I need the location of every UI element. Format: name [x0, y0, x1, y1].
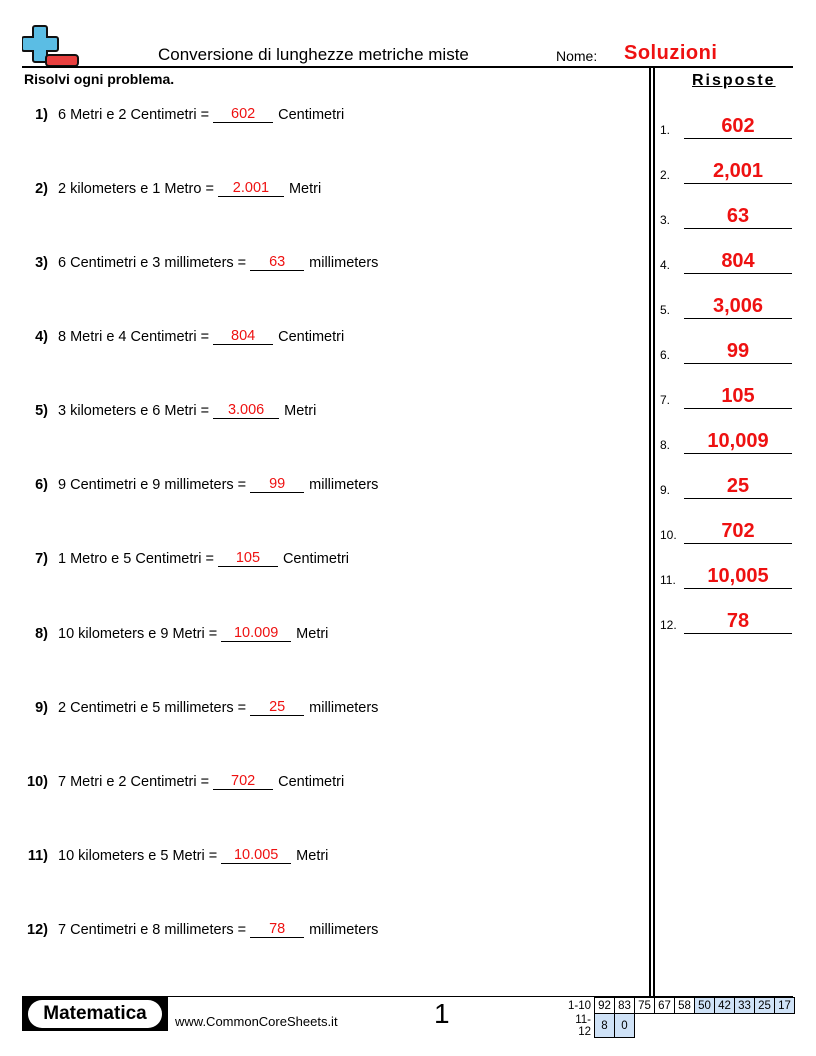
answer-blank[interactable]: 3.006	[213, 402, 279, 419]
answer-blank[interactable]: 25	[250, 699, 304, 716]
score-cell: 92	[595, 998, 615, 1014]
answer-key-line	[684, 543, 792, 544]
answer-key-value: 3,006	[712, 295, 764, 317]
score-cell: 33	[735, 998, 755, 1014]
problem-unit: Metri	[296, 848, 329, 864]
answer-key-line	[684, 633, 792, 634]
answer-blank[interactable]: 702	[213, 773, 273, 790]
name-value: Soluzioni	[624, 42, 718, 64]
answer-key-line	[684, 453, 792, 454]
answer-key-value: 702	[721, 520, 755, 542]
answer-blank[interactable]: 804	[213, 328, 273, 345]
column-divider	[653, 68, 655, 997]
problem-number: 11)	[27, 848, 48, 864]
problem-row	[0, 173, 321, 197]
score-table	[562, 997, 795, 1038]
worksheet-title: Conversione di lunghezze metriche miste	[158, 45, 469, 64]
instructions: Risolvi ogni problema.	[24, 71, 175, 87]
score-cell: 0	[615, 1014, 635, 1038]
answer-key-line	[684, 408, 792, 409]
column-divider	[649, 68, 651, 997]
answer-key-number: 1.	[660, 123, 671, 137]
problem-unit: millimeters	[309, 477, 379, 493]
answer-key-row	[660, 115, 792, 139]
answer-key-number: 11.	[660, 573, 676, 587]
answer-key-row	[660, 565, 792, 589]
answer-key-row	[660, 160, 792, 184]
answer-blank[interactable]: 78	[250, 921, 304, 938]
header-divider	[22, 66, 793, 68]
answer-key-row	[660, 520, 792, 544]
answer-key-value: 63	[726, 205, 750, 227]
answer-key-title: Risposte	[692, 72, 776, 89]
score-row	[562, 998, 795, 1014]
problem-row	[0, 692, 378, 716]
answer-key-number: 4.	[660, 258, 671, 272]
answer-key-row	[660, 250, 792, 274]
problem-row	[0, 321, 344, 345]
score-cell: 25	[755, 998, 775, 1014]
answer-key-row	[660, 295, 792, 319]
problem-unit: Metri	[284, 403, 317, 419]
answer-key-value: 25	[726, 475, 750, 497]
answer-key-value: 78	[726, 610, 750, 632]
problem-number: 6)	[35, 477, 48, 493]
answer-key-row	[660, 205, 792, 229]
answer-key-number: 7.	[660, 393, 671, 407]
answer-blank[interactable]: 10.009	[221, 625, 291, 642]
problem-row	[0, 543, 349, 567]
problem-row	[0, 395, 316, 419]
answer-blank[interactable]: 63	[250, 254, 304, 271]
answer-blank[interactable]: 10.005	[221, 847, 291, 864]
answer-blank[interactable]: 99	[250, 476, 304, 493]
answer-key-number: 12.	[660, 618, 677, 632]
answer-key-line	[684, 363, 792, 364]
problem-text: 10 kilometers e 5 Metri =	[58, 848, 218, 864]
answer-key-row	[660, 430, 792, 454]
problem-text: 2 Centimetri e 5 millimeters =	[58, 700, 247, 716]
answer-key-value: 99	[726, 340, 750, 362]
answer-key-row	[660, 385, 792, 409]
problem-text: 2 kilometers e 1 Metro =	[58, 181, 214, 197]
score-cell: 50	[695, 998, 715, 1014]
problem-unit: millimeters	[309, 700, 379, 716]
problem-text: 7 Centimetri e 8 millimeters =	[58, 922, 247, 938]
problem-text: 1 Metro e 5 Centimetri =	[58, 551, 214, 567]
answer-key-number: 8.	[660, 438, 671, 452]
problem-number: 3)	[35, 255, 48, 271]
answer-key-number: 6.	[660, 348, 671, 362]
problem-unit: Centimetri	[278, 329, 345, 345]
problem-number: 1)	[35, 107, 48, 123]
answer-key-row	[660, 340, 792, 364]
problem-text: 3 kilometers e 6 Metri =	[58, 403, 210, 419]
problem-text: 8 Metri e 4 Centimetri =	[58, 329, 210, 345]
score-row	[562, 1014, 795, 1038]
page-number: 1	[434, 998, 450, 1029]
problem-unit: millimeters	[309, 922, 379, 938]
name-label: Nome:	[556, 48, 598, 64]
problem-text: 6 Centimetri e 3 millimeters =	[58, 255, 247, 271]
answer-key-row	[660, 475, 792, 499]
score-cell: 83	[615, 998, 635, 1014]
problem-number: 12)	[27, 922, 48, 938]
answer-key-number: 3.	[660, 213, 671, 227]
brand-label: Matematica	[28, 1000, 162, 1028]
score-cell: 58	[675, 998, 695, 1014]
problem-row	[0, 99, 344, 123]
answer-key-number: 10.	[660, 528, 677, 542]
problem-unit: Metri	[296, 626, 329, 642]
answer-key-value: 105	[721, 385, 755, 407]
score-cell: 75	[635, 998, 655, 1014]
answer-key-number: 5.	[660, 303, 671, 317]
score-row-label: 11-12	[575, 1013, 591, 1038]
problem-number: 5)	[35, 403, 48, 419]
problem-unit: Centimetri	[282, 551, 350, 567]
score-cell: 42	[715, 998, 735, 1014]
problem-row	[0, 766, 344, 790]
problem-number: 7)	[35, 551, 48, 567]
answer-key-line	[684, 498, 792, 499]
problem-text: 10 kilometers e 9 Metri =	[58, 626, 218, 642]
score-row-label: 1-10	[567, 999, 591, 1012]
answer-key-line	[684, 318, 792, 319]
problem-number: 4)	[35, 329, 48, 345]
answer-key-value: 804	[721, 250, 755, 272]
answer-key-value: 10,009	[707, 430, 769, 452]
problem-row	[0, 914, 378, 938]
problem-row	[0, 469, 378, 493]
problem-row	[0, 247, 378, 271]
problem-text: 7 Metri e 2 Centimetri =	[58, 774, 210, 790]
problem-number: 9)	[35, 700, 48, 716]
answer-key-number: 9.	[660, 483, 671, 497]
problem-text: 9 Centimetri e 9 millimeters =	[58, 477, 247, 493]
problem-unit: Metri	[288, 181, 322, 197]
problem-text: 6 Metri e 2 Centimetri =	[58, 107, 210, 123]
site-url: www.CommonCoreSheets.it	[175, 1014, 338, 1029]
answer-blank[interactable]: 105	[218, 550, 278, 567]
answer-key-line	[684, 588, 792, 589]
answer-key-line	[684, 138, 792, 139]
problem-number: 8)	[35, 626, 48, 642]
score-cell: 17	[775, 998, 795, 1014]
problem-number: 10)	[27, 774, 48, 790]
answer-key-row	[660, 610, 792, 634]
problem-unit: Centimetri	[278, 774, 345, 790]
answer-key-line	[684, 228, 792, 229]
answer-key-line	[684, 183, 792, 184]
logo-plus-minus-icon	[22, 24, 80, 68]
answer-blank[interactable]: 2.001	[218, 180, 284, 197]
problem-unit: Centimetri	[278, 107, 345, 123]
problem-unit: millimeters	[309, 255, 379, 271]
problem-row	[0, 840, 328, 864]
problem-row	[0, 618, 328, 642]
problem-number: 2)	[35, 181, 48, 197]
answer-key-line	[684, 273, 792, 274]
answer-key-number: 2.	[660, 168, 671, 182]
answer-key-value: 10,005	[707, 565, 769, 587]
score-cell: 8	[595, 1014, 615, 1038]
answer-blank[interactable]: 602	[213, 106, 273, 123]
score-cell: 67	[655, 998, 675, 1014]
answer-key-value: 602	[721, 115, 755, 137]
answer-key-value: 2,001	[712, 160, 764, 182]
